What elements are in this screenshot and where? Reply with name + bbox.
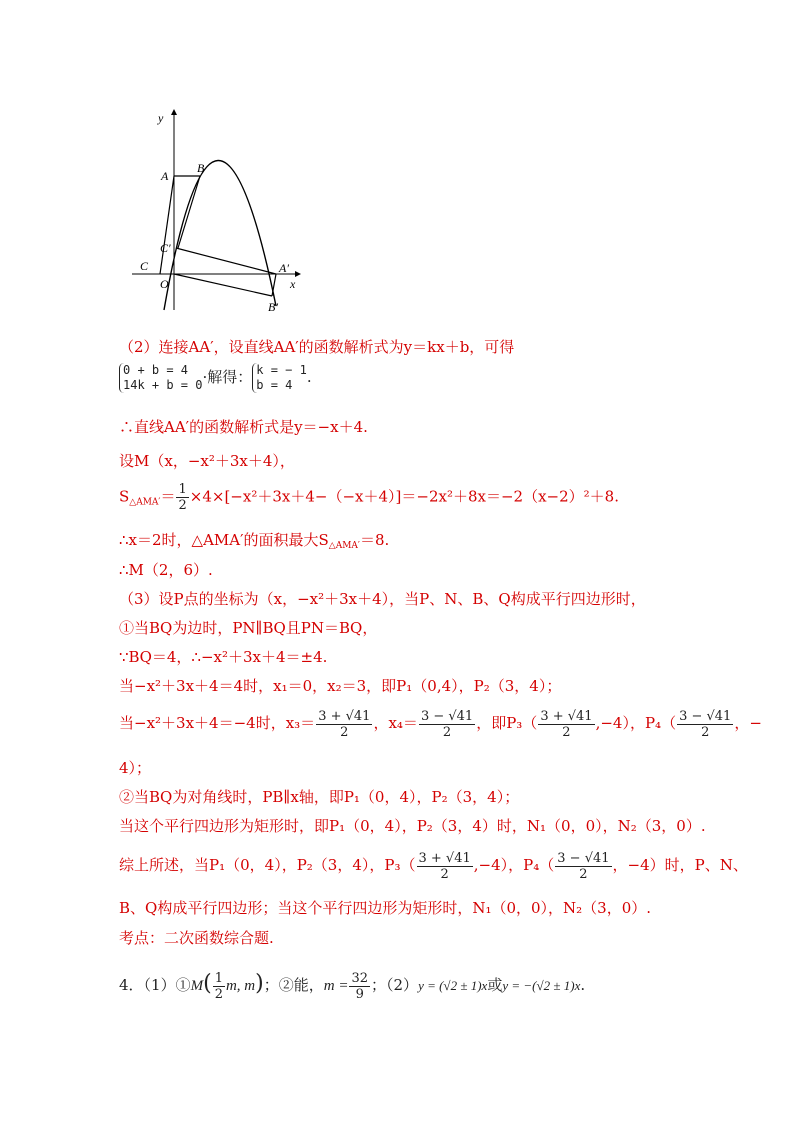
line-area-expression: $S_{\triangle AMA'}=$ $\frac{1}{2}$ ×4×[−x²＋3x＋4−（−x＋4）]＝−2x²＋8x＝−2（x−2）²＋8. [119,482,619,513]
line-rectangle-case: 当这个平行四边形为矩形时，即P₁（0，4），P₂（3，4）时，N₁（0，0），N₂（3，0）. [119,817,706,835]
label-a-prime: A′ [279,261,289,275]
label-y: y [158,111,164,125]
label-b-prime: B′ [268,300,278,314]
line-minus4-end: 4）； [119,759,152,777]
parabola-curve [164,160,276,310]
equation-system-left: 0 + b = 4 14k + b = 0 [119,363,202,393]
line-max-area: ∴x＝2时，△AMA′的面积最大$S_{\triangle AMA'}=8$. [119,531,390,551]
line-solve-minus4: 当−x²＋3x＋4＝−4时，x₃＝ $\frac{3 + √41}{2}$ ，x₄＝ $\frac{3 - √41}{2}$ ，即P₃（ $\frac{3 + √41}{2}$ ,−4），P₄（ $\frac{3 - √41}{2}$ ，− [119,708,762,740]
label-o: O [160,277,169,291]
line-bq-equation: ∵BQ＝4，∴−x²＋3x＋4＝±4. [119,648,328,666]
segment-ca [160,176,174,274]
line-case1: ①当BQ为边时，PN∥BQ且PN＝BQ， [119,619,378,637]
label-x: x [290,277,296,291]
label-b: B [197,161,205,175]
segment-o-b-prime [174,274,272,296]
line-solve-4: 当−x²＋3x＋4＝4时，x₁＝0，x₂＝3，即P₁（0,4），P₂（3，4）； [119,677,562,695]
line-summary-cont: B、Q构成平行四边形；当这个平行四边形为矩形时，N₁（0，0），N₂（3，0）. [119,899,652,917]
line-question4-answer: 4．（1）①M( $\frac{1}{2}$ m, m)；②能，m = $\frac{32}{9}$ ；（2）y = (√2 ± 1)x或y = −(√2 ± 1)x. [119,970,586,1002]
equation-system-solution: k = − 1 b = 4 [252,363,307,393]
line-part3-intro: （3）设P点的坐标为（x，−x²＋3x＋4），当P、N、B、Q构成平行四边形时， [119,590,646,608]
line-topic: 考点：二次函数综合题. [119,929,274,947]
line-equation-system: 0 + b = 4 14k + b = 0 ·解得： k = − 1 b = 4 . [119,363,312,393]
line-aa-prime-result: ∴直线AA′的函数解析式是y＝−x＋4. [119,418,368,436]
segment-a-prime-b-prime [272,274,276,296]
label-c-prime: C′ [160,241,171,255]
parabola-figure [130,108,305,318]
segment-bc-prime [178,176,200,248]
line-m-point: ∴M（2，6）. [119,561,213,579]
label-a: A [161,169,169,183]
line-summary: 综上所述，当P₁（0，4），P₂（3，4），P₃（ $\frac{3 + √41}{2}$ ,−4），P₄（ $\frac{3 - √41}{2}$ ，−4）时，P、N、 [119,850,748,882]
segment-c-prime-a-prime [176,248,276,274]
line-case2: ②当BQ为对角线时，PB∥x轴，即P₁（0，4），P₂（3，4）； [119,788,520,806]
line-set-m: 设M（x，−x²＋3x＋4）， [119,452,295,470]
line-part2-intro: （2）连接AA′，设直线AA′的函数解析式为y＝kx＋b，可得 [119,338,515,356]
label-c: C [140,259,149,273]
